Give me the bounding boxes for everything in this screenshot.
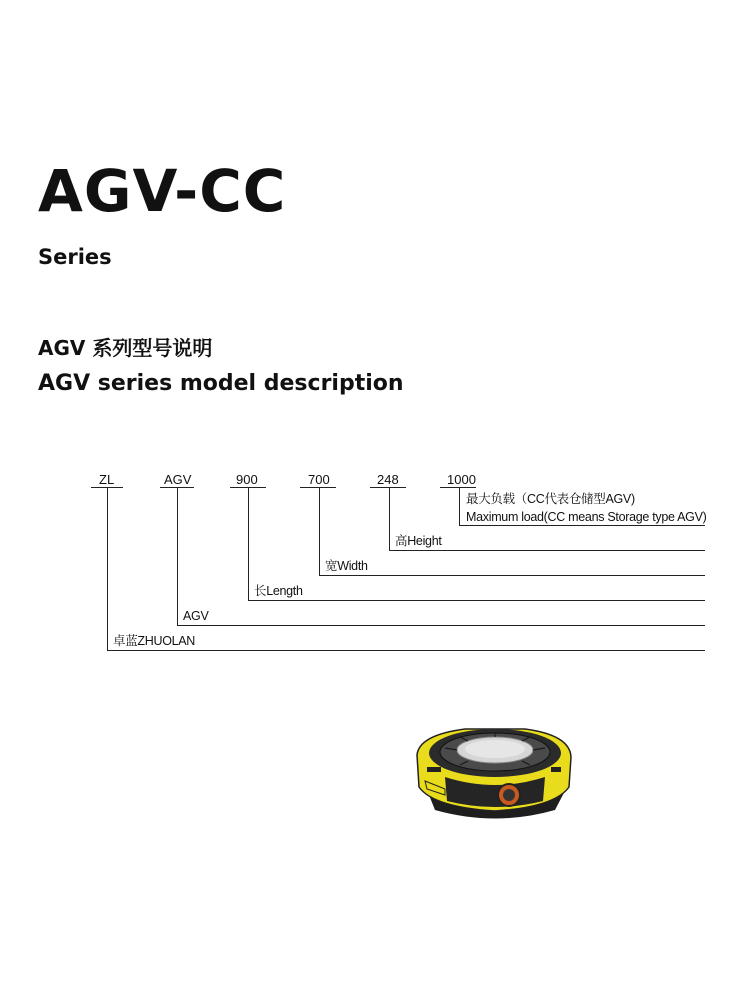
description-line (459, 525, 705, 526)
description-width: 宽Width (325, 559, 368, 573)
leader-line (248, 487, 249, 600)
code-underline (300, 487, 336, 488)
leader-line (177, 487, 178, 625)
description-brand: 卓蓝ZHUOLAN (113, 634, 196, 648)
agv-robot-illustration (405, 715, 585, 830)
page-title: AGV-CC (38, 157, 287, 225)
description-height: 高Height (395, 534, 442, 548)
leader-line (319, 487, 320, 575)
description-agv: AGV (183, 609, 209, 623)
page-subtitle: Series (38, 245, 112, 269)
code-segment-width: 700 (308, 472, 330, 487)
code-segment-height: 248 (377, 472, 399, 487)
leader-line (459, 487, 460, 525)
leader-line (107, 487, 108, 650)
code-segment-length: 900 (236, 472, 258, 487)
section-heading-chinese: AGV 系列型号说明 (38, 336, 213, 360)
code-segment-agv: AGV (164, 472, 192, 487)
code-underline (440, 487, 476, 488)
model-code-diagram (0, 460, 750, 670)
description-line (177, 625, 705, 626)
description-line (319, 575, 705, 576)
description-line (107, 650, 705, 651)
description-load-en: Maximum load(CC means Storage type AGV) (466, 510, 707, 524)
code-underline (370, 487, 406, 488)
code-segment-zl: ZL (99, 472, 115, 487)
leader-line (389, 487, 390, 550)
description-load-cn: 最大负载（CC代表仓储型AGV) (466, 492, 635, 506)
description-line (248, 600, 705, 601)
description-line (389, 550, 705, 551)
code-segment-load: 1000 (447, 472, 476, 487)
description-length: 长Length (254, 584, 303, 598)
section-heading-english: AGV series model description (38, 371, 404, 396)
